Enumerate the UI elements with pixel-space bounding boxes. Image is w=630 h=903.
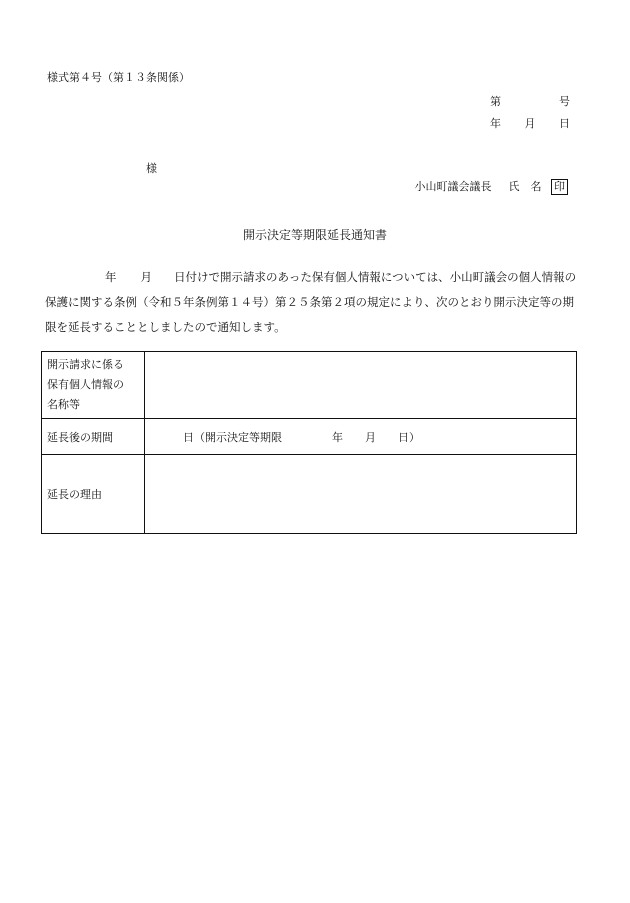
number-suffix: 号 (559, 95, 570, 108)
date-day: 日 (559, 117, 570, 130)
label-line: 開示請求に係る (47, 358, 124, 371)
date-year: 年 (490, 117, 501, 130)
sender-line (415, 178, 569, 195)
value-info-name[interactable] (145, 352, 577, 419)
table-row (42, 419, 577, 455)
label-info-name (42, 352, 145, 419)
sender-name-label: 氏 名 (508, 180, 542, 193)
seal-mark: 印 (551, 179, 568, 195)
document-number (490, 93, 570, 109)
value-extension-reason[interactable] (145, 455, 577, 534)
period-year: 年 (332, 430, 343, 444)
period-days: 日（開示決定等期限 (183, 430, 282, 444)
details-table (41, 351, 577, 534)
document-title: 開示決定等期限延長通知書 (242, 228, 387, 242)
period-day-close: 日） (398, 430, 420, 444)
body-year: 年 (105, 270, 117, 284)
issue-date (490, 115, 570, 131)
number-prefix: 第 (490, 95, 501, 108)
table-row (42, 352, 577, 419)
period-month: 月 (365, 430, 376, 444)
label-line: 名称等 (47, 398, 80, 411)
date-month: 月 (524, 117, 536, 130)
value-extension-period[interactable] (145, 419, 577, 455)
sender-title: 小山町議会議長 (414, 180, 492, 193)
table-row (42, 455, 577, 534)
body-text: 日付けで開示請求のあった保有個人情報については、小山町議会の個人情報の保護に関する条例（令和５年条例第１４号）第２５条第２項の規定により、次のとおり開示決定等の期限を延長することとしましたので通知します。 (45, 270, 577, 334)
body-month: 月 (140, 270, 152, 284)
label-extension-period: 延長後の期間 (42, 419, 145, 455)
label-line: 保有個人情報の (47, 378, 124, 391)
notice-body (45, 265, 580, 340)
label-extension-reason: 延長の理由 (42, 455, 145, 534)
recipient-honorific: 様 (146, 162, 157, 175)
form-number: 様式第４号（第１３条関係） (47, 71, 190, 84)
